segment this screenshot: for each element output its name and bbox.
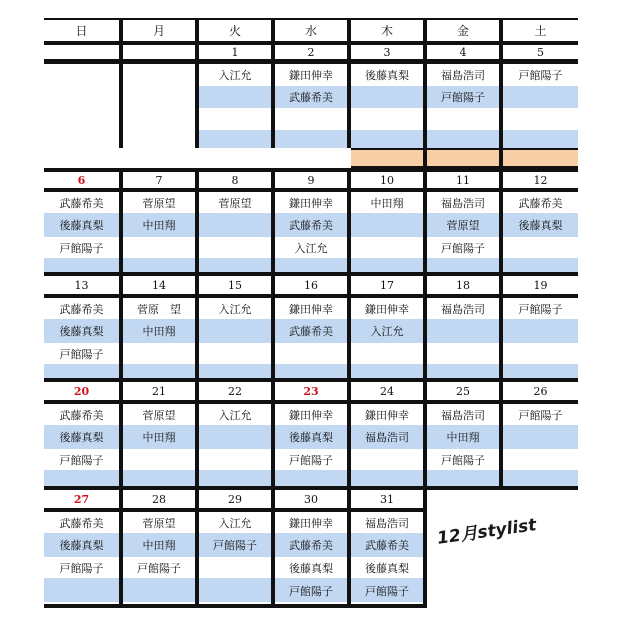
stylist-name: 戸館陽子 <box>518 302 563 316</box>
cell-stripe <box>351 258 423 272</box>
stylist-name: 後藤真梨 <box>59 538 104 552</box>
stylist-name: 武藤希美 <box>59 196 104 210</box>
stylist-name: 中田翔 <box>142 538 176 552</box>
weekday-header: 金 <box>427 20 499 41</box>
day-number: 5 <box>503 45 578 59</box>
cell-stripe <box>503 449 578 470</box>
cell-stripe <box>199 470 271 486</box>
cell-stripe <box>199 213 271 237</box>
cell-stripe <box>199 319 271 343</box>
cell-stripe <box>199 449 271 470</box>
stylist-name: 中田翔 <box>446 430 480 444</box>
cell-stripe <box>275 470 347 486</box>
cell-stripe <box>199 343 271 364</box>
stylist-name: 鎌田伸幸 <box>289 68 333 82</box>
day-number: 13 <box>44 276 119 294</box>
day-number: 24 <box>351 382 423 400</box>
weekday-header: 土 <box>503 20 578 41</box>
stylist-name: 戸館陽子 <box>441 90 485 104</box>
stylist-name: 後藤真梨 <box>365 561 409 575</box>
stylist-name: 鎌田伸幸 <box>289 302 333 316</box>
stylist-name: 戸館陽子 <box>59 347 104 361</box>
cell-stripe <box>427 364 499 378</box>
day-number: 20 <box>44 382 119 400</box>
day-number: 6 <box>44 172 119 188</box>
day-number: 14 <box>123 276 195 294</box>
day-number: 30 <box>275 490 347 508</box>
stylist-name: 武藤希美 <box>289 90 333 104</box>
day-number: 22 <box>199 382 271 400</box>
cell-stripe <box>351 602 423 604</box>
stylist-name: 福島浩司 <box>441 408 485 422</box>
cell-stripe <box>199 108 271 130</box>
stylist-name: 福島浩司 <box>441 302 485 316</box>
stylist-name: 菅原望 <box>142 196 176 210</box>
cell-stripe <box>199 557 271 578</box>
stylist-name: 戸館陽子 <box>59 241 104 255</box>
stylist-name: 戸館陽子 <box>518 408 563 422</box>
cell-stripe <box>503 258 578 272</box>
cell-stripe <box>427 319 499 343</box>
cell-stripe <box>199 425 271 449</box>
stylist-name: 菅原望 <box>142 408 176 422</box>
cell-stripe <box>123 364 195 378</box>
cell-stripe <box>503 364 578 378</box>
cell-stripe <box>199 578 271 602</box>
cell-stripe <box>351 343 423 364</box>
day-number: 19 <box>503 276 578 294</box>
stylist-name: 中田翔 <box>142 324 176 338</box>
highlight-strip <box>427 150 499 166</box>
cell-stripe <box>427 343 499 364</box>
stylist-name: 後藤真梨 <box>59 324 104 338</box>
day-number: 23 <box>275 382 347 400</box>
cell-stripe <box>123 258 195 272</box>
highlight-strip <box>503 150 578 166</box>
stylist-name: 戸館陽子 <box>59 453 104 467</box>
stylist-name: 武藤希美 <box>518 196 563 210</box>
cell-stripe <box>275 130 347 148</box>
cell-stripe <box>199 130 271 148</box>
stylist-name: 入江允 <box>294 241 328 255</box>
weekday-header: 月 <box>123 20 195 41</box>
day-number: 17 <box>351 276 423 294</box>
stylist-name: 菅原望 <box>142 516 176 530</box>
stylist-name: 武藤希美 <box>59 302 104 316</box>
day-number: 12 <box>503 172 578 188</box>
stylist-name: 福島浩司 <box>365 516 409 530</box>
stylist-name: 後藤真梨 <box>59 218 104 232</box>
cell-stripe <box>351 130 423 148</box>
stylist-name: 戸館陽子 <box>365 584 409 598</box>
cell-stripe <box>503 86 578 108</box>
cell-stripe <box>351 449 423 470</box>
day-number: 2 <box>275 45 347 59</box>
cell-stripe <box>199 237 271 258</box>
day-cell-empty <box>44 64 119 148</box>
cell-stripe <box>123 343 195 364</box>
stylist-name: 入江允 <box>218 516 252 530</box>
stylist-name: 菅原望 <box>446 218 480 232</box>
day-number: 27 <box>44 490 119 508</box>
stylist-name: 菅原 望 <box>137 302 181 316</box>
cell-stripe <box>44 364 119 378</box>
stylist-name: 後藤真梨 <box>518 218 563 232</box>
day-number: 8 <box>199 172 271 188</box>
stylist-name: 福島浩司 <box>441 196 485 210</box>
cell-stripe <box>275 602 347 604</box>
cell-stripe <box>351 364 423 378</box>
stylist-name: 入江允 <box>218 302 252 316</box>
stylist-name: 鎌田伸幸 <box>365 408 409 422</box>
cell-stripe <box>199 258 271 272</box>
day-number: 28 <box>123 490 195 508</box>
day-number: 7 <box>123 172 195 188</box>
stylist-name: 鎌田伸幸 <box>365 302 409 316</box>
cell-stripe <box>427 258 499 272</box>
weekday-header: 火 <box>199 20 271 41</box>
cell-stripe <box>503 319 578 343</box>
stylist-name: 戸館陽子 <box>518 68 563 82</box>
stylist-name: 戸館陽子 <box>289 453 333 467</box>
stylist-name: 入江允 <box>218 68 252 82</box>
stylist-name: 入江允 <box>218 408 252 422</box>
stylist-name: 戸館陽子 <box>59 561 104 575</box>
stylist-name: 戸館陽子 <box>213 538 257 552</box>
cell-stripe <box>275 364 347 378</box>
cell-stripe <box>503 470 578 486</box>
day-number: 16 <box>275 276 347 294</box>
stylist-name: 武藤希美 <box>289 538 333 552</box>
day-number: 9 <box>275 172 347 188</box>
calendar-title: 12月stylist <box>435 515 538 549</box>
cell-stripe <box>123 237 195 258</box>
day-number: 25 <box>427 382 499 400</box>
cell-stripe <box>123 470 195 486</box>
weekday-header: 水 <box>275 20 347 41</box>
weekday-header: 日 <box>44 20 119 41</box>
day-number: 26 <box>503 382 578 400</box>
day-number: 11 <box>427 172 499 188</box>
day-number-empty <box>44 45 119 59</box>
day-number: 21 <box>123 382 195 400</box>
cell-stripe <box>351 86 423 108</box>
cell-stripe <box>123 449 195 470</box>
day-number: 10 <box>351 172 423 188</box>
cell-stripe <box>44 602 119 604</box>
day-number: 3 <box>351 45 423 59</box>
day-number: 15 <box>199 276 271 294</box>
cell-stripe <box>199 86 271 108</box>
cell-stripe <box>427 130 499 148</box>
stylist-name: 福島浩司 <box>441 68 485 82</box>
cell-stripe <box>123 602 195 604</box>
stylist-name: 武藤希美 <box>289 324 333 338</box>
stylist-name: 鎌田伸幸 <box>289 408 333 422</box>
cell-stripe <box>503 108 578 130</box>
empty-area <box>427 490 578 608</box>
cell-stripe <box>351 237 423 258</box>
cell-stripe <box>199 602 271 604</box>
cell-stripe <box>199 364 271 378</box>
cell-stripe <box>351 108 423 130</box>
stylist-name: 鎌田伸幸 <box>289 196 333 210</box>
stylist-name: 武藤希美 <box>365 538 409 552</box>
cell-stripe <box>275 108 347 130</box>
cell-stripe <box>503 237 578 258</box>
day-number: 18 <box>427 276 499 294</box>
cell-stripe <box>44 470 119 486</box>
row-divider <box>44 148 351 168</box>
highlight-strip <box>351 150 423 166</box>
stylist-name: 福島浩司 <box>365 430 409 444</box>
day-number: 29 <box>199 490 271 508</box>
cell-stripe <box>44 578 119 602</box>
cell-stripe <box>275 258 347 272</box>
stylist-name: 入江允 <box>370 324 404 338</box>
stylist-name: 後藤真梨 <box>289 561 333 575</box>
stylist-name: 後藤真梨 <box>289 430 333 444</box>
stylist-name: 後藤真梨 <box>59 430 104 444</box>
cell-stripe <box>427 108 499 130</box>
stylist-name: 武藤希美 <box>59 516 104 530</box>
cell-stripe <box>503 130 578 148</box>
cell-stripe <box>275 343 347 364</box>
stylist-name: 中田翔 <box>142 218 176 232</box>
cell-stripe <box>351 470 423 486</box>
stylist-name: 後藤真梨 <box>365 68 409 82</box>
cell-stripe <box>351 213 423 237</box>
stylist-name: 鎌田伸幸 <box>289 516 333 530</box>
cell-stripe <box>503 425 578 449</box>
cell-stripe <box>427 470 499 486</box>
stylist-name: 戸館陽子 <box>441 453 485 467</box>
day-number: 1 <box>199 45 271 59</box>
stylist-name: 武藤希美 <box>289 218 333 232</box>
cell-stripe <box>44 258 119 272</box>
stylist-name: 中田翔 <box>142 430 176 444</box>
stylist-name: 菅原望 <box>218 196 252 210</box>
weekday-header: 木 <box>351 20 423 41</box>
stylist-name: 戸館陽子 <box>289 584 333 598</box>
cell-stripe <box>123 578 195 602</box>
day-number: 31 <box>351 490 423 508</box>
stylist-name: 武藤希美 <box>59 408 104 422</box>
day-number: 4 <box>427 45 499 59</box>
stylist-name: 戸館陽子 <box>137 561 181 575</box>
day-number-empty <box>123 45 195 59</box>
stylist-name: 中田翔 <box>370 196 404 210</box>
day-cell-empty <box>123 64 195 148</box>
stylist-name: 戸館陽子 <box>441 241 485 255</box>
cell-stripe <box>503 343 578 364</box>
